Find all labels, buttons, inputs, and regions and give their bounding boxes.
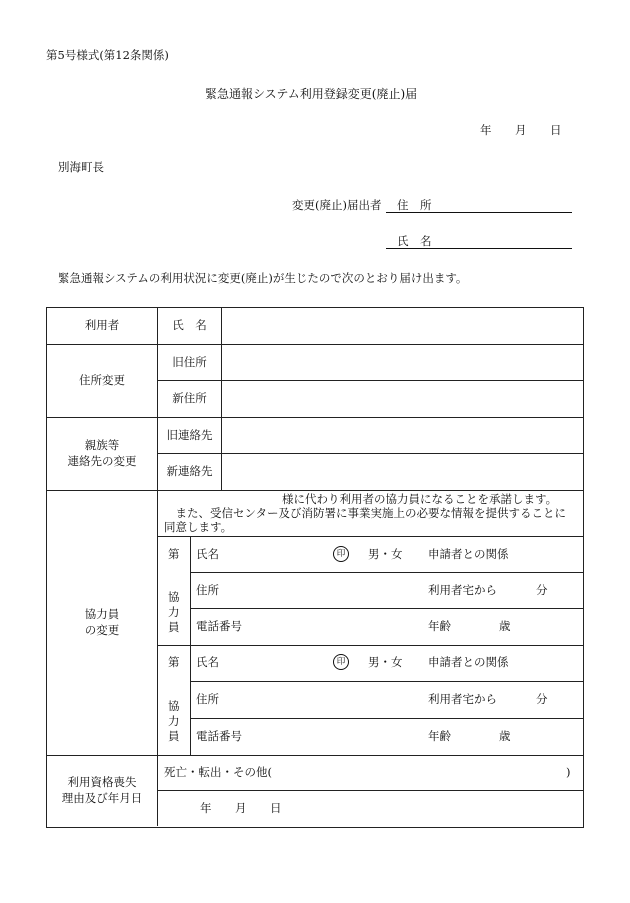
cooperator-1-age-label: 年齢	[428, 619, 451, 633]
addressee: 別海町長	[58, 160, 104, 174]
cooperator-1-gender[interactable]: 男・女	[368, 547, 403, 561]
address-change-label: 住所変更	[79, 373, 125, 388]
cooperator-1-name-label: 氏名	[196, 547, 219, 561]
cooperator-1-age-unit: 歳	[499, 619, 511, 633]
cooperator-1-relation-label: 申請者との関係	[428, 547, 509, 561]
cooperator-2-age-unit: 歳	[499, 729, 511, 743]
cooperator-2-age-label: 年齢	[428, 729, 451, 743]
cooperator-1-side-3: 員	[168, 620, 180, 634]
loss-label-line1: 利用資格喪失	[67, 775, 137, 790]
seal-icon: 印	[333, 546, 349, 562]
form-title: 緊急通報システム利用登録変更(廃止)届	[205, 87, 418, 101]
form-number: 第5号様式(第12条関係)	[46, 48, 169, 62]
cooperator-change-label-line2: の変更	[84, 623, 120, 637]
intro-text: 緊急通報システムの利用状況に変更(廃止)が生じたので次のとおり届け出ます。	[58, 271, 468, 285]
applicant-address-line[interactable]	[386, 212, 572, 213]
user-name-label: 氏 名	[172, 318, 207, 333]
cooperator-2-minutes-unit: 分	[536, 692, 548, 706]
seal-icon: 印	[333, 654, 349, 670]
loss-close-paren: )	[566, 765, 571, 779]
cooperator-1-distance-label: 利用者宅から	[428, 583, 497, 597]
cooperator-2-address-label: 住所	[196, 692, 219, 706]
cooperator-2-relation-label: 申請者との関係	[428, 655, 509, 669]
relative-change-label-line2: 連絡先の変更	[67, 454, 137, 468]
applicant-label: 変更(廃止)届出者	[292, 198, 382, 212]
cooperator-1-dai: 第	[168, 547, 180, 561]
consent-name-field[interactable]	[164, 492, 278, 506]
applicant-address-label: 住 所	[397, 198, 432, 212]
loss-reasons[interactable]: 死亡・転出・その他(	[164, 765, 272, 779]
cooperator-change-label-line1: 協力員	[84, 607, 120, 622]
consent-line-1: 様に代わり利用者の協力員になることを承諾します。	[282, 492, 558, 506]
date-year: 年	[480, 123, 492, 137]
new-address-label: 新住所	[172, 391, 207, 406]
cooperator-1-phone-label: 電話番号	[196, 619, 242, 633]
loss-label-line2: 理由及び年月日	[61, 791, 143, 805]
cooperator-2-side-3: 員	[168, 729, 180, 743]
old-contact-field[interactable]	[222, 418, 582, 453]
old-address-label: 旧住所	[172, 354, 207, 369]
cooperator-2-dai: 第	[168, 655, 180, 669]
cooperator-2-phone-label: 電話番号	[196, 729, 242, 743]
old-address-field[interactable]	[222, 345, 582, 380]
cooperator-2-side-1: 協	[168, 699, 180, 713]
cooperator-2-gender[interactable]: 男・女	[368, 655, 403, 669]
cooperator-2-side-2: 力	[168, 714, 180, 728]
cooperator-1-minutes-unit: 分	[536, 583, 548, 597]
new-contact-field[interactable]	[222, 454, 582, 490]
loss-month: 月	[235, 801, 247, 815]
loss-label	[47, 756, 157, 826]
date-month: 月	[515, 123, 527, 137]
cooperator-2-distance-label: 利用者宅から	[428, 692, 497, 706]
loss-day: 日	[270, 801, 282, 815]
consent-line-2: また、受信センター及び消防署に事業実施上の必要な情報を提供することに	[164, 506, 567, 520]
applicant-name-line[interactable]	[386, 248, 572, 249]
applicant-name-label: 氏 名	[397, 234, 432, 248]
new-contact-label: 新連絡先	[166, 464, 213, 479]
cooperator-1-address-label: 住所	[196, 583, 219, 597]
cooperator-2-name-label: 氏名	[196, 655, 219, 669]
consent-line-3: 同意します。	[164, 520, 233, 534]
user-label: 利用者	[84, 318, 120, 333]
new-address-field[interactable]	[222, 381, 582, 417]
old-contact-label: 旧連絡先	[166, 427, 213, 442]
cooperator-1-side-1: 協	[168, 590, 180, 604]
loss-year: 年	[200, 801, 212, 815]
cooperator-change-label	[47, 491, 157, 755]
relative-change-label-line1: 親族等	[84, 438, 120, 453]
relative-change-label	[47, 418, 157, 490]
cooperator-1-side-2: 力	[168, 605, 180, 619]
date-day: 日	[550, 123, 562, 137]
